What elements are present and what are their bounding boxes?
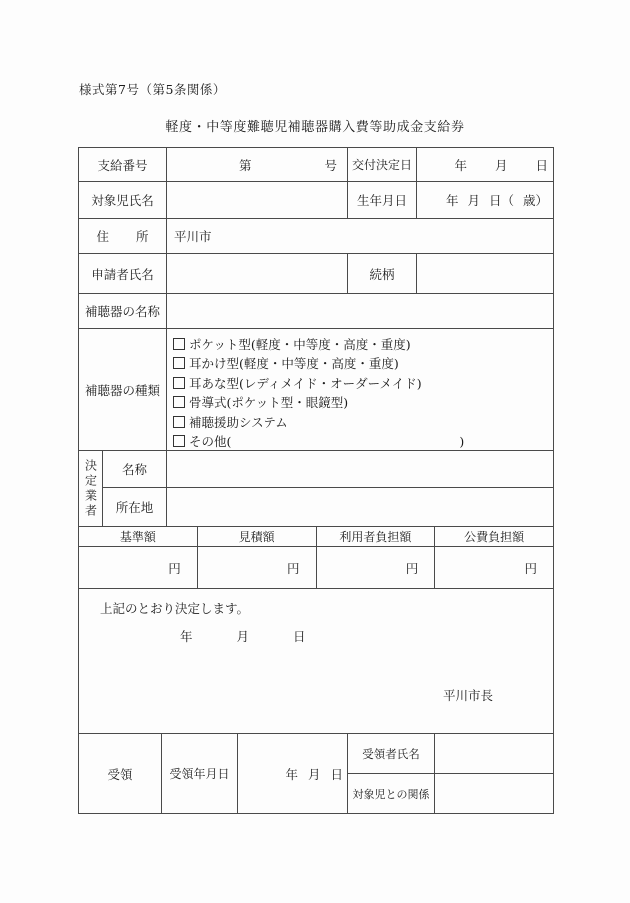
issue-number-value [167, 148, 348, 182]
birth-date-label: 生年月日 [348, 182, 417, 219]
grant-date-value [417, 148, 554, 182]
option-other-close-paren: ) [459, 433, 465, 449]
birth-date-month: 月 [467, 193, 480, 208]
option-label: 耳かけ型(軽度・中等度・高度・重度) [189, 356, 399, 372]
checkbox-icon [173, 416, 185, 428]
aid-type-option-assist-system [173, 412, 553, 432]
address-label [79, 219, 167, 254]
address-value: 平川市 [167, 219, 554, 254]
aid-type-option-other [173, 432, 553, 452]
receipt-date-year: 年 [285, 766, 298, 782]
relationship-label: 続柄 [348, 254, 417, 294]
vendor-name-label: 名称 [103, 451, 167, 488]
amount-header-standard: 基準額 [79, 527, 198, 547]
option-label: その他( [189, 434, 232, 450]
checkbox-icon [173, 396, 185, 408]
vendor-subtable [103, 451, 554, 527]
row-aid-type [79, 329, 554, 451]
receipt-date-label: 受領年月日 [162, 734, 238, 814]
aid-type-option-pocket [173, 334, 553, 354]
decision-date-year: 年 [180, 629, 193, 644]
receipt-date-day: 日 [330, 766, 343, 782]
relationship-value [417, 254, 554, 294]
amount-standard-value: 円 [79, 547, 198, 589]
document-title: 軽度・中等度難聴児補聴器購入費等助成金支給券 [165, 120, 465, 135]
issue-number-label: 支給番号 [79, 148, 167, 182]
address-label-part1: 住 [96, 229, 109, 244]
row-receipt [79, 734, 554, 814]
receipt-date-value [238, 734, 348, 814]
checkbox-icon [173, 435, 185, 447]
address-label-part2: 所 [136, 229, 149, 244]
aid-type-options [167, 329, 554, 451]
recipient-relation-label: 対象児との関係 [348, 774, 435, 814]
checkbox-icon [173, 357, 185, 369]
birth-date-year: 年 [445, 193, 459, 208]
child-name-value [167, 182, 348, 219]
decision-cell [79, 589, 554, 734]
decision-statement: 上記のとおり決定します。 [100, 601, 250, 616]
row-issue-number [79, 148, 554, 182]
row-aid-name [79, 294, 554, 329]
recipient-name-label: 受領者氏名 [348, 734, 435, 774]
row-amount-headers [79, 527, 554, 547]
row-address [79, 219, 554, 254]
applicant-value [167, 254, 348, 294]
amount-header-estimate: 見積額 [198, 527, 317, 547]
applicant-label: 申請者氏名 [79, 254, 167, 294]
option-label: 補聴援助システム [189, 414, 288, 430]
checkbox-icon [173, 377, 185, 389]
child-name-label: 対象児氏名 [79, 182, 167, 219]
form-table [78, 147, 554, 814]
birth-date-age: 歳） [522, 193, 548, 208]
amount-header-public-share: 公費負担額 [435, 527, 554, 547]
mayor-signature-label: 平川市長 [443, 688, 494, 703]
vendor-name-value [167, 451, 554, 488]
decision-date-day: 日 [293, 629, 306, 644]
grant-date-label: 交付決定日 [348, 148, 417, 182]
recipient-name-value [435, 734, 554, 774]
row-applicant [79, 254, 554, 294]
form-number: 様式第7号（第5条関係） [79, 82, 226, 97]
receipt-label: 受領 [79, 734, 162, 814]
amount-estimate-value: 円 [198, 547, 317, 589]
issue-number-prefix: 第 [238, 157, 252, 173]
row-amount-values [79, 547, 554, 589]
row-vendor [79, 451, 554, 527]
amount-public-share-value: 円 [435, 547, 554, 589]
option-label: 骨導式(ポケット型・眼鏡型) [189, 395, 349, 411]
vendor-group-label-cell [79, 451, 103, 527]
aid-name-value [167, 294, 554, 329]
decision-date-line [180, 627, 306, 645]
grant-date-month: 月 [494, 157, 508, 173]
vendor-group-label: 決定業者 [83, 458, 98, 519]
option-label: ポケット型(軽度・中等度・高度・重度) [189, 336, 411, 352]
aid-type-option-bone-conduction [173, 393, 553, 413]
aid-name-label: 補聴器の名称 [79, 294, 167, 329]
recipient-relation-value [435, 774, 554, 814]
issue-number-suffix: 号 [324, 157, 337, 173]
birth-date-day: 日（ [488, 193, 514, 208]
row-decision [79, 589, 554, 734]
aid-type-label: 補聴器の種類 [79, 329, 167, 451]
birth-date-value [417, 182, 554, 219]
aid-type-option-in-ear [173, 373, 553, 393]
option-label: 耳あな型(レディメイド・オーダーメイド) [189, 375, 422, 391]
checkbox-icon [173, 338, 185, 350]
aid-type-option-behind-ear [173, 354, 553, 374]
vendor-location-label: 所在地 [103, 488, 167, 527]
receipt-subtable [348, 734, 554, 814]
amount-user-share-value: 円 [317, 547, 436, 589]
decision-date-month: 月 [236, 629, 250, 644]
vendor-location-value [167, 488, 554, 527]
receipt-date-month: 月 [307, 766, 321, 782]
amount-header-user-share: 利用者負担額 [317, 527, 436, 547]
grant-date-day: 日 [535, 157, 548, 173]
row-child-name [79, 182, 554, 219]
grant-date-year: 年 [454, 157, 467, 173]
